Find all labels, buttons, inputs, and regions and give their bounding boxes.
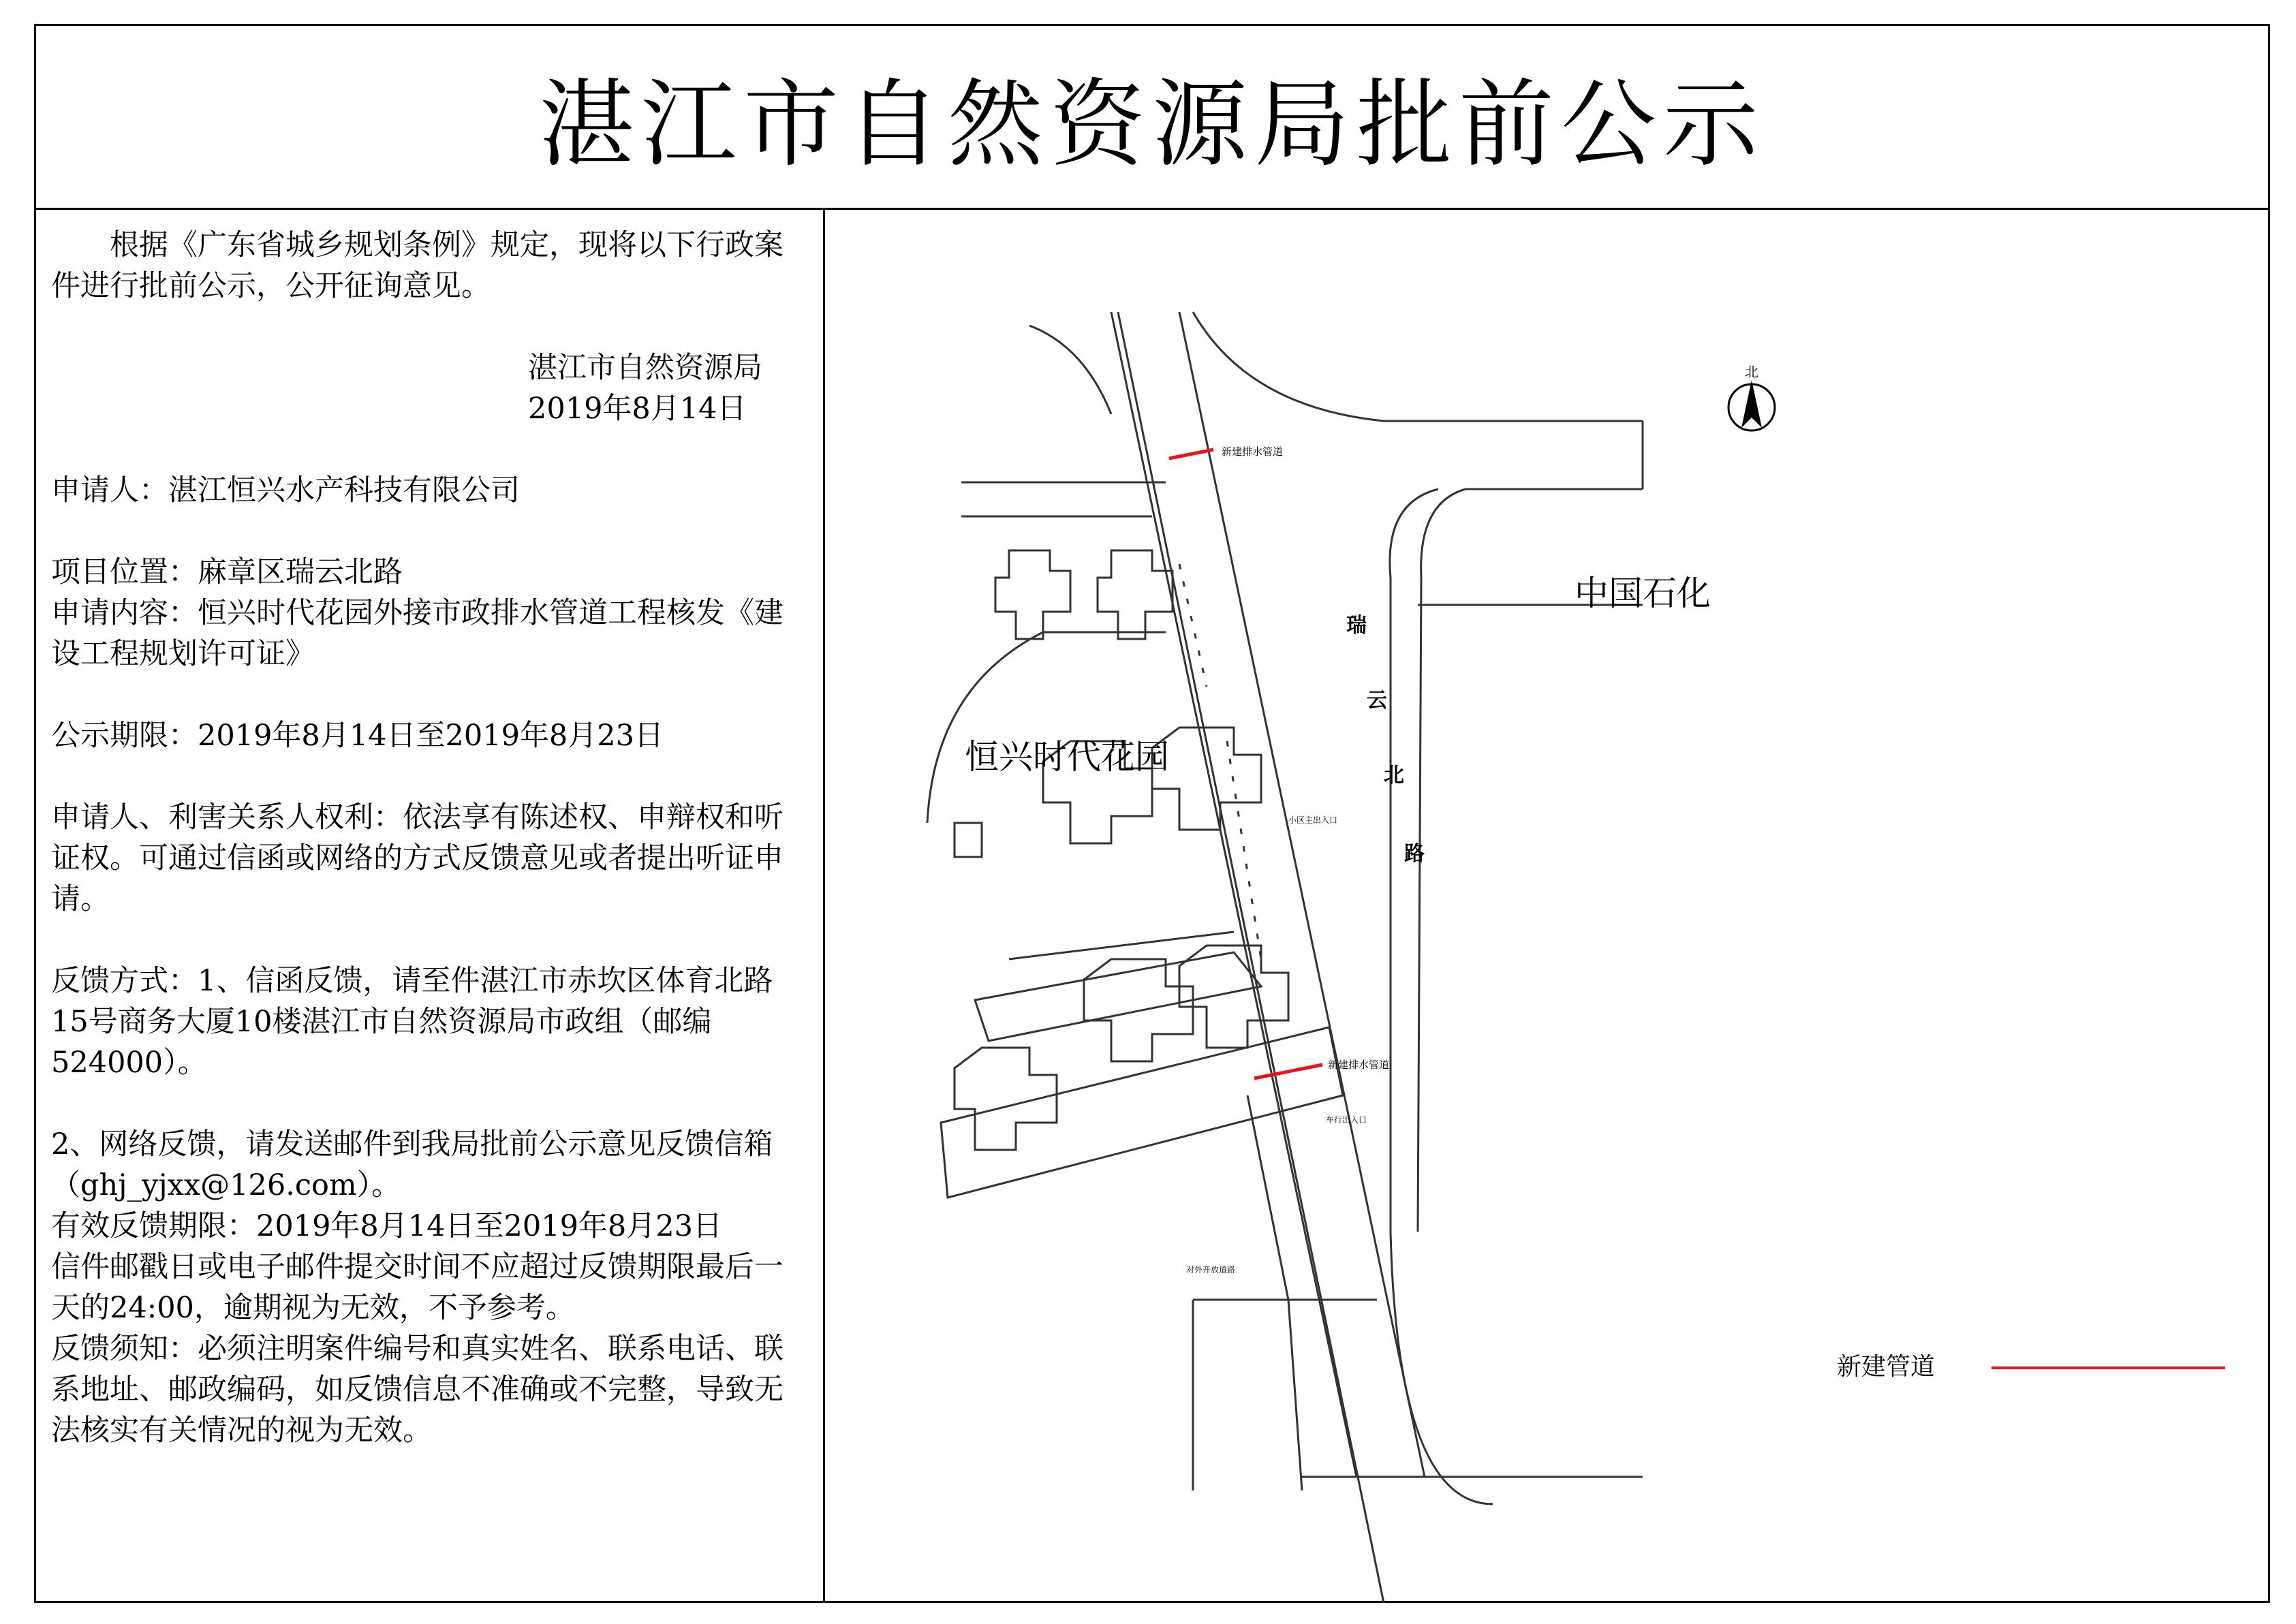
garden-label: 恒兴时代花园 <box>965 737 1169 777</box>
road-char-2: 云 <box>1367 689 1387 713</box>
legend-label: 新建管道 <box>1837 1353 1936 1381</box>
road-char-4: 路 <box>1404 842 1425 866</box>
building-blocks <box>955 550 1288 1150</box>
new-pipe-1 <box>1169 450 1213 458</box>
application-content: 申请内容：恒兴时代花园外接市政排水管道工程核发《建设工程规划许可证》 <box>51 596 784 671</box>
page-title: 湛江市自然资源局批前公示 <box>538 69 1765 181</box>
road-char-3: 北 <box>1384 764 1404 787</box>
issuer-name: 湛江市自然资源局 <box>528 351 762 385</box>
project-location: 项目位置：麻章区瑞云北路 <box>51 555 403 589</box>
site-plan-column <box>825 210 2268 1601</box>
rights-paragraph: 申请人、利害关系人权利：依法享有陈述权、申辩权和听证权。可通过信函或网络的方式反馈意见或者提出听证申请。 <box>51 800 784 916</box>
intro-paragraph: 根据《广东省城乡规划条例》规定，现将以下行政案件进行批前公示，公开征询意见。 <box>51 228 784 303</box>
new-pipe-2 <box>1254 1065 1322 1078</box>
title-row <box>36 26 2268 210</box>
feedback-email: 2、网络反馈，请发送邮件到我局批前公示意见反馈信箱（ghj_yjxx@126.com）。 <box>51 1127 773 1202</box>
feedback-mail: 反馈方式：1、信函反馈，请至件湛江市赤坎区体育北路15号商务大厦10楼湛江市自然资源局市政组（邮编524000）。 <box>51 964 773 1080</box>
side-road-label: 对外开放道路 <box>1186 1265 1236 1275</box>
notice-text-column <box>36 210 825 1601</box>
applicant: 申请人：湛江恒兴水产科技有限公司 <box>51 473 520 507</box>
site-plan-map <box>825 210 2296 1603</box>
sinopec-label: 中国石化 <box>1574 574 1711 613</box>
pipe-label-1: 新建排水管道 <box>1222 446 1284 458</box>
valid-feedback-period: 有效反馈期限：2019年8月14日至2019年8月23日 <box>51 1209 723 1243</box>
north-arrow-icon <box>1728 380 1775 431</box>
road-char-1: 瑞 <box>1346 614 1367 638</box>
entrance-label-2: 车行出入口 <box>1326 1115 1367 1125</box>
entrance-label-1: 小区主出入口 <box>1288 815 1338 825</box>
publicity-period: 公示期限：2019年8月14日至2019年8月23日 <box>51 719 664 753</box>
feedback-instructions: 反馈须知：必须注明案件编号和真实姓名、联系电话、联系地址、邮政编码，如反馈信息不准确或不完整，导致无法核实有关情况的视为无效。 <box>51 1332 784 1448</box>
issue-date: 2019年8月14日 <box>528 392 747 426</box>
north-label: 北 <box>1745 364 1758 380</box>
deadline-note: 信件邮戳日或电子邮件提交时间不应超过反馈期限最后一天的24:00，逾期视为无效，不予参考。 <box>51 1250 784 1325</box>
notice-text <box>51 225 807 1451</box>
notice-frame <box>34 24 2270 1603</box>
pipe-label-2: 新建排水管道 <box>1328 1059 1390 1071</box>
